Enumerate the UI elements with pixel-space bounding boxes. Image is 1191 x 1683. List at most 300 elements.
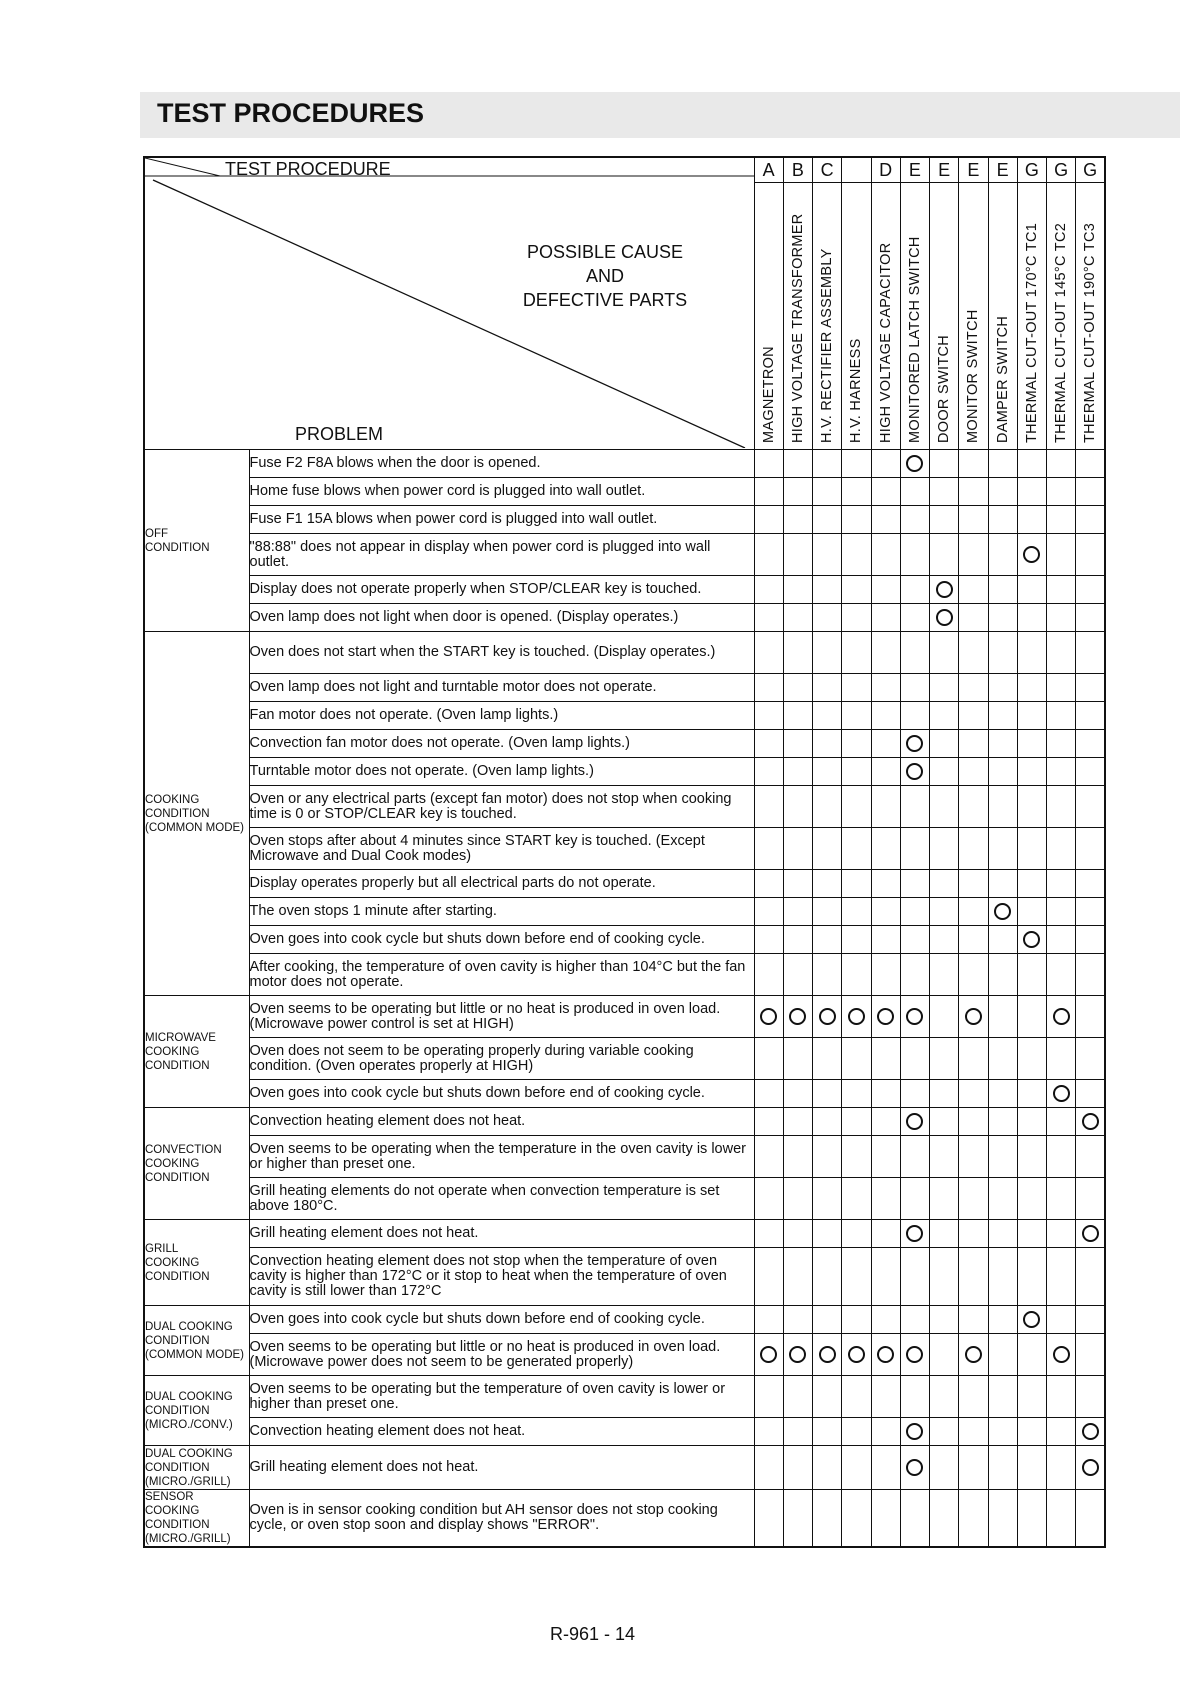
problem-text: Fuse F2 F8A blows when the door is opened. <box>249 450 754 478</box>
part-label: H.V. HARNESS <box>848 338 865 443</box>
mark-cell <box>842 1376 871 1418</box>
mark-cell <box>813 632 842 674</box>
mark-cell <box>959 1136 988 1178</box>
table-row <box>144 926 1105 954</box>
mark-cell <box>754 506 783 534</box>
mark-cell <box>1017 1248 1046 1306</box>
problem-text: Oven seems to be operating but little or no heat is produced in oven load. (Microwave power does not seem to be generated properly) <box>249 1334 754 1376</box>
mark-cell <box>959 1418 988 1446</box>
circle-mark-icon <box>965 1008 982 1025</box>
mark-cell <box>842 1418 871 1446</box>
mark-cell <box>783 1220 812 1248</box>
mark-cell <box>900 1080 929 1108</box>
mark-cell <box>1017 1136 1046 1178</box>
circle-mark-icon <box>936 609 953 626</box>
mark-cell <box>813 1080 842 1108</box>
circle-mark-icon <box>1023 931 1040 948</box>
mark-cell <box>871 604 900 632</box>
mark-cell <box>930 534 959 576</box>
cause-line-1: POSSIBLE CAUSE <box>526 242 684 262</box>
mark-cell <box>930 758 959 786</box>
mark-cell <box>1047 1334 1076 1376</box>
mark-cell <box>1076 534 1105 576</box>
mark-cell <box>959 1248 988 1306</box>
mark-cell <box>813 674 842 702</box>
mark-cell <box>842 632 871 674</box>
mark-cell <box>754 898 783 926</box>
mark-cell <box>930 1038 959 1080</box>
mark-cell <box>959 576 988 604</box>
mark-cell <box>813 786 842 828</box>
condition-label: DUAL COOKING CONDITION (MICRO./GRILL) <box>144 1446 249 1490</box>
mark-cell <box>1076 758 1105 786</box>
mark-cell <box>1076 954 1105 996</box>
mark-cell <box>988 1334 1017 1376</box>
part-label: THERMAL CUT-OUT 145°C TC2 <box>1053 222 1070 443</box>
mark-cell <box>988 1220 1017 1248</box>
mark-cell <box>871 730 900 758</box>
mark-cell <box>1076 1376 1105 1418</box>
mark-cell <box>1017 1334 1046 1376</box>
mark-cell <box>842 1334 871 1376</box>
mark-cell <box>1017 478 1046 506</box>
mark-cell <box>930 1334 959 1376</box>
table-row <box>144 450 1105 478</box>
mark-cell <box>871 1038 900 1080</box>
circle-mark-icon <box>1023 546 1040 563</box>
table-row <box>144 478 1105 506</box>
mark-cell <box>1047 1108 1076 1136</box>
mark-cell <box>1047 926 1076 954</box>
mark-cell <box>930 954 959 996</box>
mark-cell <box>871 1108 900 1136</box>
table-row <box>144 1418 1105 1446</box>
mark-cell <box>988 954 1017 996</box>
problem-text: Convection fan motor does not operate. (Oven lamp lights.) <box>249 730 754 758</box>
mark-cell <box>842 1136 871 1178</box>
mark-cell <box>813 954 842 996</box>
mark-cell <box>842 870 871 898</box>
mark-cell <box>900 758 929 786</box>
mark-cell <box>871 1306 900 1334</box>
mark-cell <box>900 1136 929 1178</box>
problem-text: Display operates properly but all electrical parts do not operate. <box>249 870 754 898</box>
condition-label: OFF CONDITION <box>144 450 249 632</box>
column-letter: E <box>900 157 929 183</box>
mark-cell <box>754 450 783 478</box>
column-part <box>1017 183 1046 450</box>
table-row <box>144 1248 1105 1306</box>
table-row <box>144 1038 1105 1080</box>
mark-cell <box>1047 1418 1076 1446</box>
condition-label: GRILL COOKING CONDITION <box>144 1220 249 1306</box>
mark-cell <box>959 926 988 954</box>
column-part <box>871 183 900 450</box>
mark-cell <box>783 1108 812 1136</box>
mark-cell <box>1076 926 1105 954</box>
mark-cell <box>1076 730 1105 758</box>
table-row <box>144 1108 1105 1136</box>
mark-cell <box>754 828 783 870</box>
mark-cell <box>871 828 900 870</box>
mark-cell <box>900 534 929 576</box>
mark-cell <box>900 730 929 758</box>
problem-text: Oven seems to be operating but little or no heat is produced in oven load. (Microwave power control is set at HIGH) <box>249 996 754 1038</box>
mark-cell <box>783 1446 812 1490</box>
mark-cell <box>1076 674 1105 702</box>
mark-cell <box>783 926 812 954</box>
mark-cell <box>842 702 871 730</box>
mark-cell <box>1076 478 1105 506</box>
mark-cell <box>754 1334 783 1376</box>
cause-line-3: DEFECTIVE PARTS <box>522 290 688 310</box>
mark-cell <box>871 1490 900 1548</box>
mark-cell <box>871 1136 900 1178</box>
mark-cell <box>754 870 783 898</box>
mark-cell <box>871 954 900 996</box>
circle-mark-icon <box>1082 1225 1099 1242</box>
part-label: DAMPER SWITCH <box>994 315 1011 443</box>
table-row <box>144 954 1105 996</box>
mark-cell <box>754 954 783 996</box>
mark-cell <box>1076 1108 1105 1136</box>
mark-cell <box>1047 534 1076 576</box>
mark-cell <box>783 1490 812 1548</box>
mark-cell <box>930 1248 959 1306</box>
mark-cell <box>988 506 1017 534</box>
possible-cause-label <box>495 240 715 312</box>
mark-cell <box>1076 1080 1105 1108</box>
mark-cell <box>988 1376 1017 1418</box>
mark-cell <box>754 632 783 674</box>
mark-cell <box>842 506 871 534</box>
mark-cell <box>988 1178 1017 1220</box>
mark-cell <box>871 450 900 478</box>
table-row <box>144 1306 1105 1334</box>
mark-cell <box>900 786 929 828</box>
circle-mark-icon <box>936 581 953 598</box>
circle-mark-icon <box>1082 1423 1099 1440</box>
problem-text: Oven does not start when the START key is touched. (Display operates.) <box>249 632 754 674</box>
problem-text: Oven or any electrical parts (except fan motor) does not stop when cooking time is 0 or STOP/CLEAR key is touched. <box>249 786 754 828</box>
mark-cell <box>930 674 959 702</box>
mark-cell <box>842 828 871 870</box>
mark-cell <box>1017 1178 1046 1220</box>
mark-cell <box>754 576 783 604</box>
table-row <box>144 898 1105 926</box>
mark-cell <box>959 954 988 996</box>
mark-cell <box>842 674 871 702</box>
mark-cell <box>754 1038 783 1080</box>
mark-cell <box>959 1220 988 1248</box>
mark-cell <box>754 786 783 828</box>
circle-mark-icon <box>906 1423 923 1440</box>
column-letter <box>842 157 871 183</box>
part-label: HIGH VOLTAGE CAPACITOR <box>877 242 894 443</box>
mark-cell <box>930 996 959 1038</box>
mark-cell <box>1017 954 1046 996</box>
mark-cell <box>813 450 842 478</box>
mark-cell <box>1076 1038 1105 1080</box>
mark-cell <box>842 996 871 1038</box>
problem-text: Oven does not seem to be operating properly during variable cooking condition. (Oven operates properly at HIGH) <box>249 1038 754 1080</box>
problem-text: Grill heating element does not heat. <box>249 1446 754 1490</box>
mark-cell <box>988 478 1017 506</box>
mark-cell <box>959 828 988 870</box>
circle-mark-icon <box>789 1008 806 1025</box>
mark-cell <box>842 1220 871 1248</box>
mark-cell <box>783 1306 812 1334</box>
mark-cell <box>813 604 842 632</box>
mark-cell <box>959 1334 988 1376</box>
mark-cell <box>842 786 871 828</box>
mark-cell <box>842 604 871 632</box>
mark-cell <box>871 870 900 898</box>
circle-mark-icon <box>789 1346 806 1363</box>
mark-cell <box>871 1334 900 1376</box>
mark-cell <box>813 1178 842 1220</box>
mark-cell <box>813 996 842 1038</box>
mark-cell <box>842 1306 871 1334</box>
mark-cell <box>959 996 988 1038</box>
problem-text: Grill heating element does not heat. <box>249 1220 754 1248</box>
mark-cell <box>988 926 1017 954</box>
mark-cell <box>1017 1108 1046 1136</box>
mark-cell <box>900 576 929 604</box>
mark-cell <box>959 1178 988 1220</box>
mark-cell <box>871 1248 900 1306</box>
mark-cell <box>754 674 783 702</box>
table-row <box>144 1334 1105 1376</box>
column-letter: G <box>1017 157 1046 183</box>
table-row <box>144 1220 1105 1248</box>
mark-cell <box>1047 674 1076 702</box>
mark-cell <box>783 1418 812 1446</box>
column-letter: A <box>754 157 783 183</box>
circle-mark-icon <box>906 735 923 752</box>
circle-mark-icon <box>848 1346 865 1363</box>
mark-cell <box>988 632 1017 674</box>
mark-cell <box>754 926 783 954</box>
mark-cell <box>783 534 812 576</box>
table-row <box>144 674 1105 702</box>
part-label: MONITOR SWITCH <box>965 309 982 443</box>
test-procedures-table <box>143 156 1106 1548</box>
mark-cell <box>900 828 929 870</box>
mark-cell <box>1076 1418 1105 1446</box>
mark-cell <box>813 758 842 786</box>
mark-cell <box>754 1490 783 1548</box>
circle-mark-icon <box>1023 1311 1040 1328</box>
column-part <box>900 183 929 450</box>
mark-cell <box>1047 1446 1076 1490</box>
mark-cell <box>959 1080 988 1108</box>
mark-cell <box>1017 828 1046 870</box>
problem-text: Grill heating elements do not operate when convection temperature is set above 180°C. <box>249 1178 754 1220</box>
problem-text: Oven goes into cook cycle but shuts down before end of cooking cycle. <box>249 1080 754 1108</box>
mark-cell <box>930 898 959 926</box>
circle-mark-icon <box>877 1008 894 1025</box>
problem-text: Oven seems to be operating but the temperature of oven cavity is lower or higher than preset one. <box>249 1376 754 1418</box>
mark-cell <box>1017 786 1046 828</box>
mark-cell <box>1047 1080 1076 1108</box>
mark-cell <box>930 730 959 758</box>
table-row <box>144 870 1105 898</box>
mark-cell <box>813 1376 842 1418</box>
mark-cell <box>988 870 1017 898</box>
problem-text: Oven is in sensor cooking condition but AH sensor does not stop cooking cycle, or oven stop soon and display shows "ERROR". <box>249 1490 754 1548</box>
circle-mark-icon <box>1053 1008 1070 1025</box>
column-part <box>783 183 812 450</box>
mark-cell <box>1017 674 1046 702</box>
mark-cell <box>959 786 988 828</box>
mark-cell <box>783 870 812 898</box>
mark-cell <box>871 1220 900 1248</box>
mark-cell <box>842 478 871 506</box>
mark-cell <box>842 1080 871 1108</box>
mark-cell <box>842 1248 871 1306</box>
table-row <box>144 1376 1105 1418</box>
circle-mark-icon <box>819 1008 836 1025</box>
part-label: THERMAL CUT-OUT 170°C TC1 <box>1023 222 1040 443</box>
table-row <box>144 1446 1105 1490</box>
problem-text: Oven lamp does not light when door is opened. (Display operates.) <box>249 604 754 632</box>
column-part <box>842 183 871 450</box>
mark-cell <box>1017 996 1046 1038</box>
mark-cell <box>813 1334 842 1376</box>
page-number: R-961 - 14 <box>550 1624 636 1644</box>
mark-cell <box>813 478 842 506</box>
mark-cell <box>959 478 988 506</box>
mark-cell <box>959 534 988 576</box>
mark-cell <box>813 1108 842 1136</box>
mark-cell <box>1017 926 1046 954</box>
mark-cell <box>959 758 988 786</box>
problem-text: Convection heating element does not heat. <box>249 1108 754 1136</box>
mark-cell <box>1017 1446 1046 1490</box>
mark-cell <box>988 604 1017 632</box>
mark-cell <box>1047 1038 1076 1080</box>
page-title: TEST PROCEDURES <box>157 98 425 128</box>
mark-cell <box>842 1108 871 1136</box>
column-part <box>1047 183 1076 450</box>
mark-cell <box>988 450 1017 478</box>
mark-cell <box>783 1178 812 1220</box>
column-part <box>959 183 988 450</box>
mark-cell <box>1017 730 1046 758</box>
mark-cell <box>959 702 988 730</box>
mark-cell <box>930 604 959 632</box>
mark-cell <box>959 604 988 632</box>
mark-cell <box>813 730 842 758</box>
mark-cell <box>930 1376 959 1418</box>
mark-cell <box>813 926 842 954</box>
test-procedure-label: TEST PROCEDURE <box>225 159 391 179</box>
part-label: THERMAL CUT-OUT 190°C TC3 <box>1082 222 1099 443</box>
problem-text: Oven goes into cook cycle but shuts down before end of cooking cycle. <box>249 1306 754 1334</box>
mark-cell <box>988 1248 1017 1306</box>
mark-cell <box>1076 1306 1105 1334</box>
column-part <box>930 183 959 450</box>
mark-cell <box>988 898 1017 926</box>
mark-cell <box>988 1306 1017 1334</box>
mark-cell <box>813 506 842 534</box>
mark-cell <box>900 1220 929 1248</box>
mark-cell <box>1076 898 1105 926</box>
problem-text: After cooking, the temperature of oven cavity is higher than 104°C but the fan motor does not operate. <box>249 954 754 996</box>
mark-cell <box>988 1136 1017 1178</box>
mark-cell <box>930 786 959 828</box>
mark-cell <box>900 674 929 702</box>
mark-cell <box>988 828 1017 870</box>
mark-cell <box>754 534 783 576</box>
mark-cell <box>930 926 959 954</box>
mark-cell <box>1076 870 1105 898</box>
mark-cell <box>988 534 1017 576</box>
mark-cell <box>842 926 871 954</box>
problem-text: Display does not operate properly when STOP/CLEAR key is touched. <box>249 576 754 604</box>
mark-cell <box>1047 576 1076 604</box>
problem-text: Oven lamp does not light and turntable motor does not operate. <box>249 674 754 702</box>
mark-cell <box>900 1418 929 1446</box>
mark-cell <box>842 898 871 926</box>
mark-cell <box>959 1376 988 1418</box>
mark-cell <box>1047 1178 1076 1220</box>
mark-cell <box>783 702 812 730</box>
circle-mark-icon <box>848 1008 865 1025</box>
mark-cell <box>871 674 900 702</box>
mark-cell <box>988 1490 1017 1548</box>
mark-cell <box>1047 450 1076 478</box>
mark-cell <box>900 632 929 674</box>
problem-text: Oven seems to be operating when the temperature in the oven cavity is lower or higher than preset one. <box>249 1136 754 1178</box>
column-part <box>813 183 842 450</box>
mark-cell <box>988 1108 1017 1136</box>
mark-cell <box>1076 450 1105 478</box>
condition-label: CONVECTION COOKING CONDITION <box>144 1108 249 1220</box>
mark-cell <box>842 954 871 996</box>
mark-cell <box>754 996 783 1038</box>
mark-cell <box>754 758 783 786</box>
mark-cell <box>930 702 959 730</box>
mark-cell <box>930 450 959 478</box>
table-row <box>144 1178 1105 1220</box>
circle-mark-icon <box>906 1113 923 1130</box>
mark-cell <box>988 674 1017 702</box>
circle-mark-icon <box>760 1346 777 1363</box>
mark-cell <box>959 1038 988 1080</box>
mark-cell <box>783 758 812 786</box>
mark-cell <box>842 1446 871 1490</box>
mark-cell <box>959 1446 988 1490</box>
mark-cell <box>871 926 900 954</box>
mark-cell <box>988 1446 1017 1490</box>
circle-mark-icon <box>906 1008 923 1025</box>
mark-cell <box>871 786 900 828</box>
mark-cell <box>1047 996 1076 1038</box>
mark-cell <box>783 450 812 478</box>
mark-cell <box>900 1334 929 1376</box>
table-row <box>144 828 1105 870</box>
mark-cell <box>813 828 842 870</box>
mark-cell <box>1017 632 1046 674</box>
mark-cell <box>871 1080 900 1108</box>
mark-cell <box>1047 898 1076 926</box>
mark-cell <box>1076 1490 1105 1548</box>
mark-cell <box>1047 1306 1076 1334</box>
mark-cell <box>1017 604 1046 632</box>
condition-label: COOKING CONDITION (COMMON MODE) <box>144 632 249 996</box>
